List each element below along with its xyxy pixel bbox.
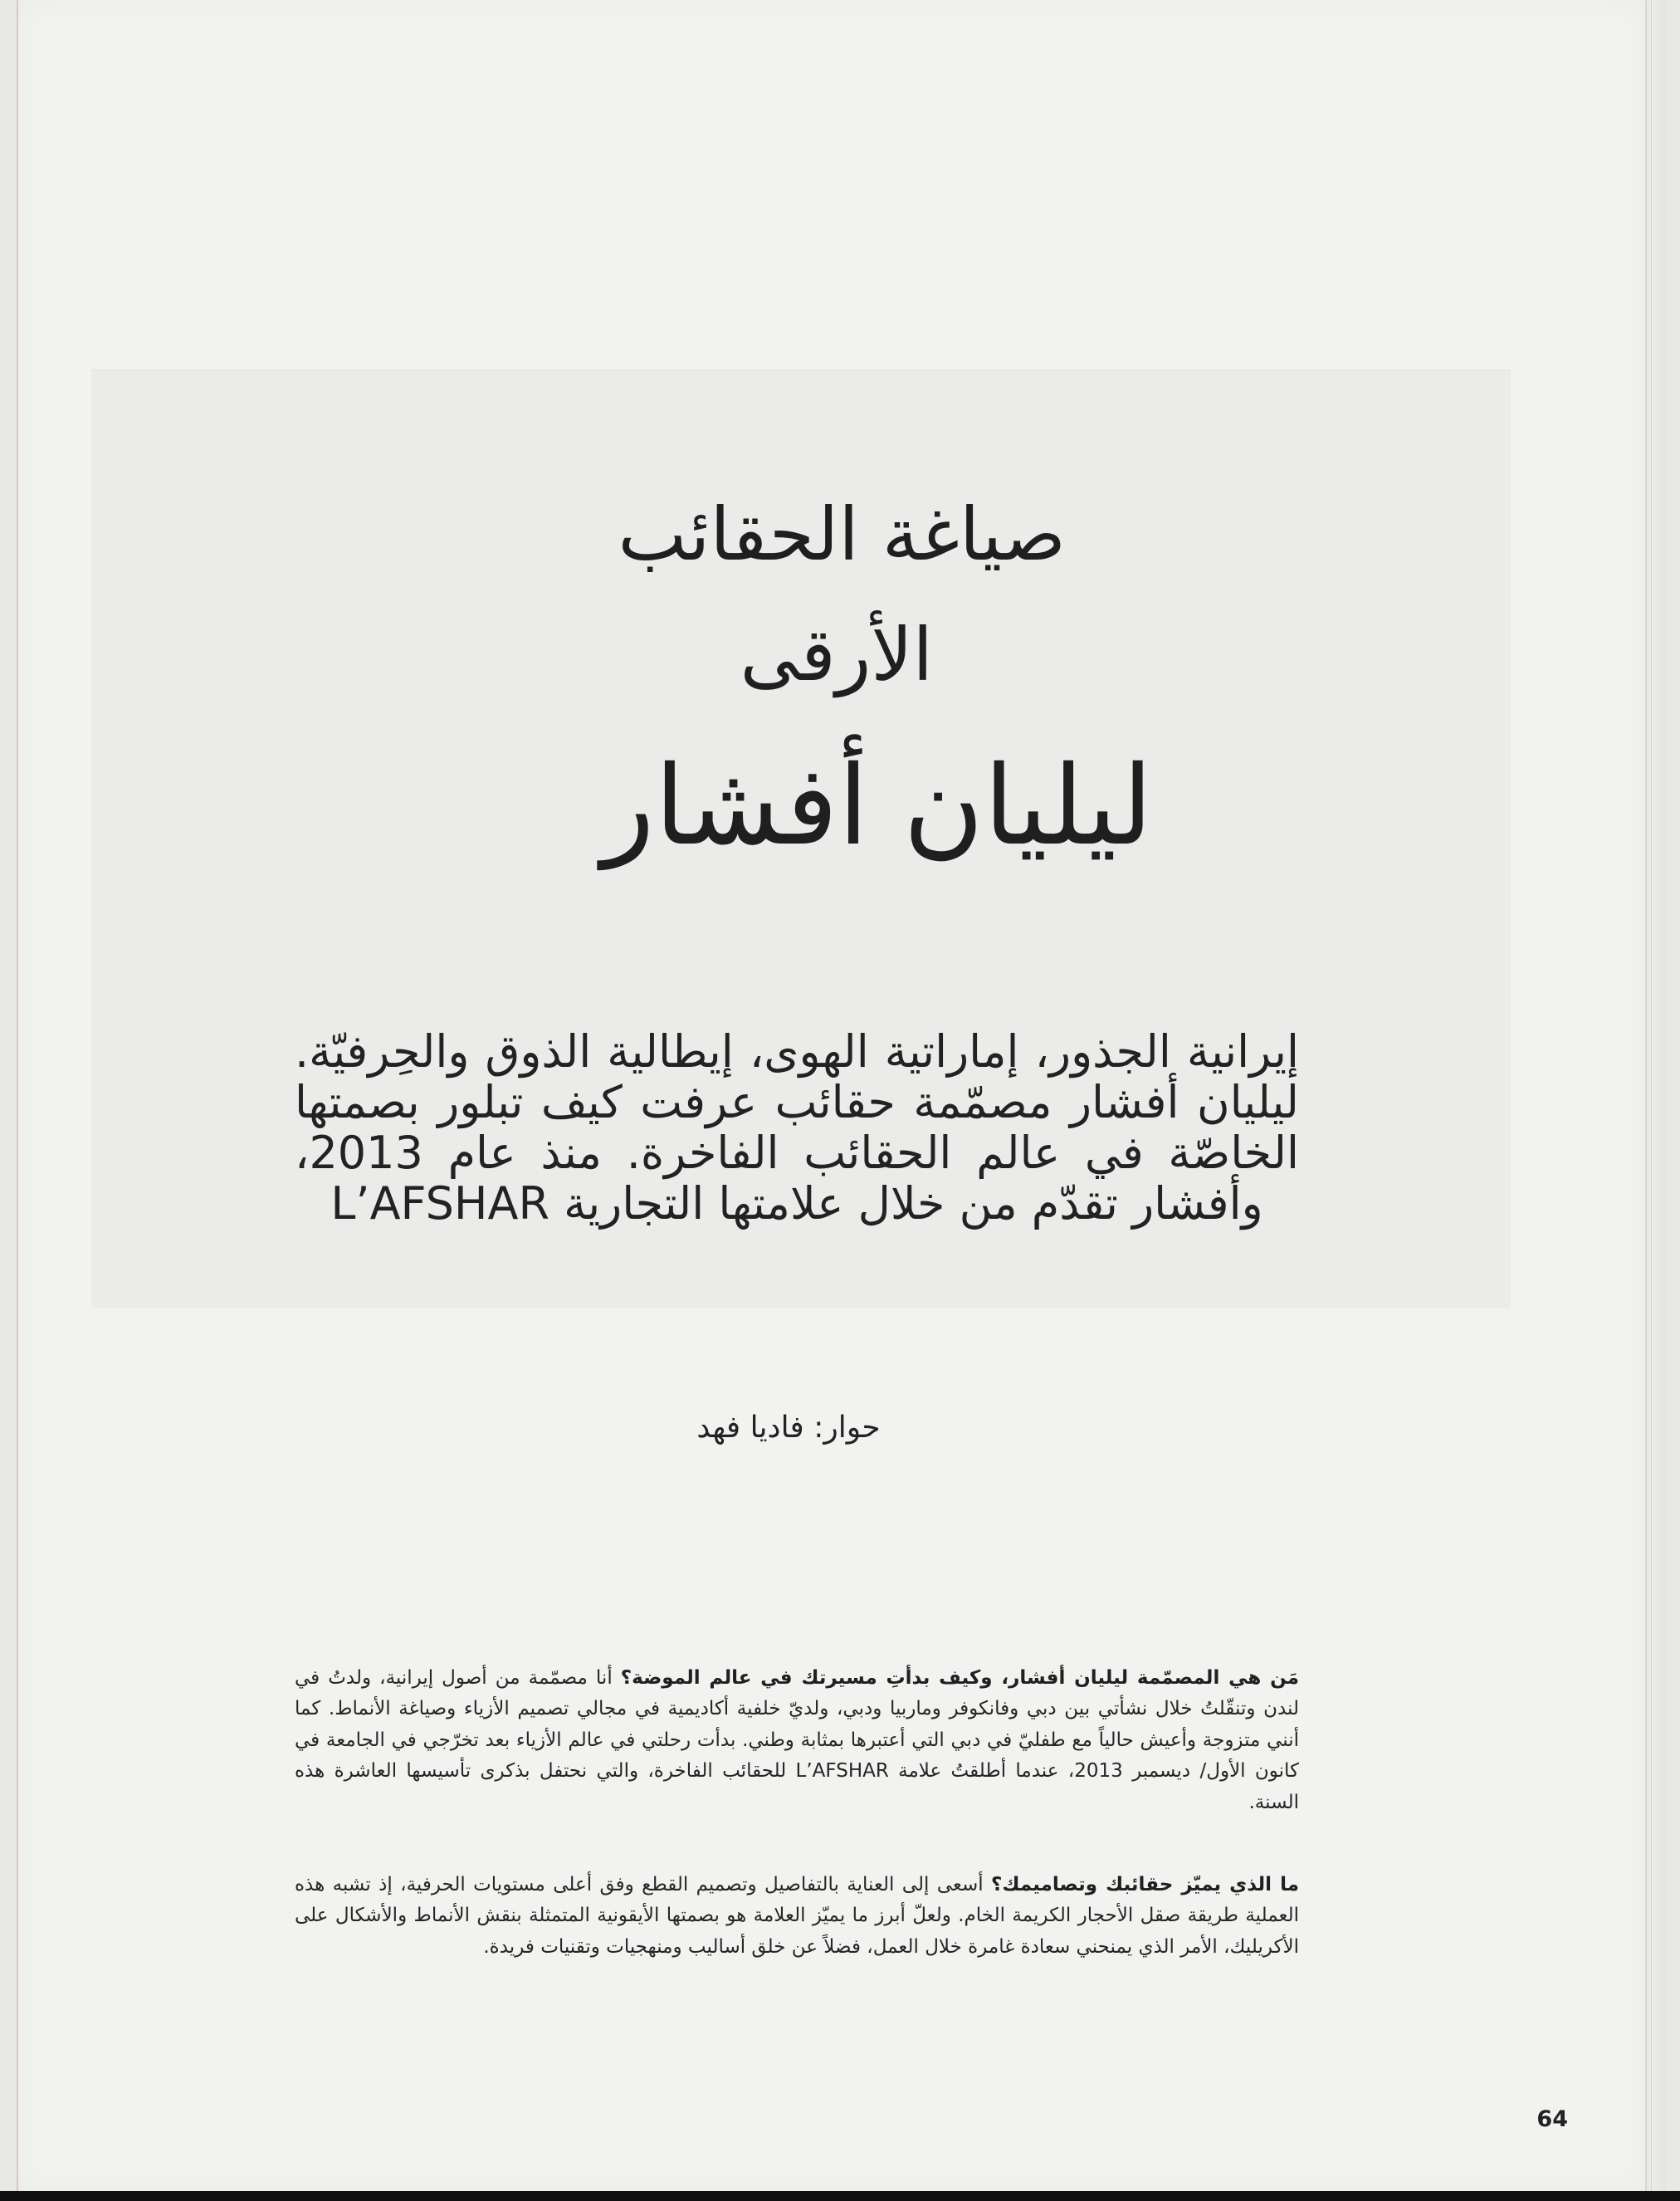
article-title-line-2: الأرقى [740, 612, 933, 697]
qa-item [295, 1870, 1299, 1963]
qa-answer: أنا مصمّمة من أصول إيرانية، ولدتُ في لندن وتنقّلتُ خلال نشأتي بين دبي وفانكوفر وماربيا ودبي، ولديّ خلفية أكاديمية في مجالي تصميم الأزياء وصياغة الأنماط. كما أنني متزوجة وأعيش حالياً مع طفليّ في دبي التي أعتبرها بمثابة وطني. بدأت رحلتي في عالم الأزياء بعد تخرّجي في الجامعة في كانون الأول/ ديسمبر 2013، عندما أطلقتُ علامة L’AFSHAR للحقائب الفاخرة، والتي نحتفل بذكرى تأسيسها العاشرة هذه السنة. [295, 1667, 1300, 1813]
qa-question: ما الذي يميّز حقائبك وتصاميمك؟ [991, 1874, 1300, 1895]
page-edge [1651, 0, 1667, 2201]
article-title-line-1: صياغة الحقائب [618, 492, 1066, 577]
article-title-name: ليليان أفشار [601, 742, 1153, 870]
qa-item [295, 1663, 1299, 1818]
article-byline: حوار: فاديا فهد [696, 1411, 881, 1445]
page-number: 64 [1536, 2106, 1568, 2132]
scan-bottom-edge [0, 2191, 1680, 2201]
qa-answer: أسعى إلى العناية بالتفاصيل وتصميم القطع وفق أعلى مستويات الحرفية، إذ تشبه هذه العملية طريقة صقل الأحجار الكريمة الخام. ولعلّ أبرز ما يميّز العلامة هو بصمتها الأيقونية المتمثلة بنقش الأنماط والأشكال على الأكريليك، الأمر الذي يمنحني سعادة غامرة خلال العمل، فضلاً عن خلق أساليب ومنهجيات وتقنيات فريدة. [295, 1874, 1299, 1958]
article-intro: إيرانية الجذور، إماراتية الهوى، إيطالية الذوق والحِرفيّة. ليليان أفشار مصمّمة حقائب عرفت كيف تبلور بصمتها الخاصّة في عالم الحقائب الفاخرة. منذ عام 2013، وأفشار تقدّم من خلال علامتها التجارية L’AFSHAR [295, 1025, 1299, 1230]
qa-question: مَن هي المصمّمة ليليان أفشار، وكيف بدأتِ مسيرتك في عالم الموضة؟ [620, 1667, 1300, 1689]
